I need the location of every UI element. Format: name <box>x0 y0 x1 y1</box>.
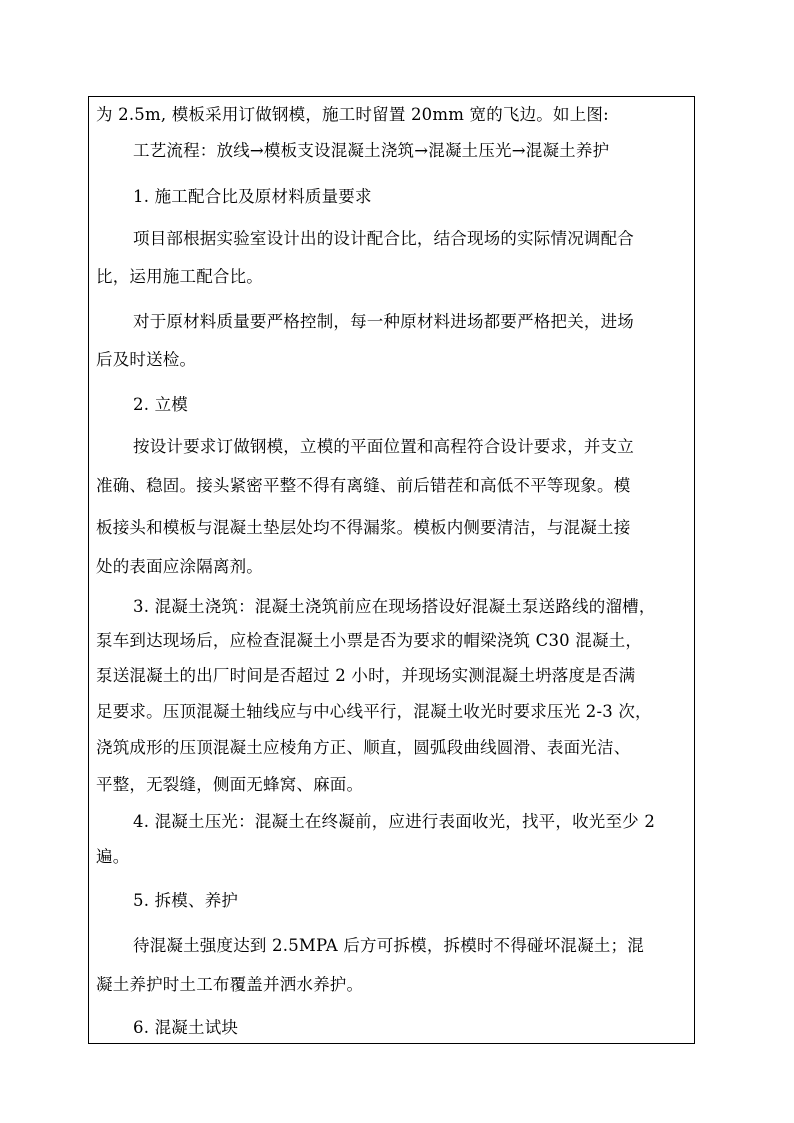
text-line: 项目部根据实验室设计出的设计配合比，结合现场的实际情况调配合 <box>133 229 634 248</box>
text-line: 板接头和模板与混凝土垫层处均不得漏浆。模板内侧要清洁，与混凝土接 <box>96 518 631 537</box>
text-line: 后及时送检。 <box>96 350 197 369</box>
text-line: 按设计要求订做钢模，立模的平面位置和高程符合设计要求，并支立 <box>133 437 634 456</box>
section-heading-4: 4. 混凝土压光：混凝土在终凝前，应进行表面收光，找平，收光至少 2 <box>133 812 656 831</box>
text-line: 对于原材料质量要严格控制，每一种原材料进场都要严格把关，进场 <box>133 312 634 331</box>
text-line: 浇筑成形的压顶混凝土应棱角方正、顺直，圆弧段曲线圆滑、表面光洁、 <box>96 738 631 757</box>
text-line: 处的表面应涂隔离剂。 <box>96 557 263 576</box>
text-line: 遍。 <box>96 847 130 866</box>
section-heading-6: 6. 混凝土试块 <box>133 1018 239 1037</box>
text-line: 为 2.5m, 模板采用订做钢模，施工时留置 20mm 宽的飞边。如上图: <box>96 105 609 124</box>
text-line: 泵车到达现场后，应检查混凝土小票是否为要求的帽梁浇筑 C30 混凝土， <box>96 631 643 650</box>
text-line: 足要求。压顶混凝土轴线应与中心线平行，混凝土收光时要求压光 2-3 次， <box>96 702 652 721</box>
section-heading-5: 5. 拆模、养护 <box>133 891 239 910</box>
text-line: 平整，无裂缝，侧面无蜂窝、麻面。 <box>96 775 364 794</box>
process-flow-line: 工艺流程：放线→模板支设混凝土浇筑→混凝土压光→混凝土养护 <box>133 141 610 160</box>
text-line: 比，运用施工配合比。 <box>96 267 263 286</box>
section-heading-3: 3. 混凝土浇筑：混凝土浇筑前应在现场搭设好混凝土泵送路线的溜槽， <box>133 597 656 616</box>
text-line: 泵送混凝土的出厂时间是否超过 2 小时，并现场实测混凝土坍落度是否满 <box>96 666 636 685</box>
section-heading-1: 1. 施工配合比及原材料质量要求 <box>133 187 372 206</box>
text-line: 准确、稳固。接头紧密平整不得有离缝、前后错茬和高低不平等现象。模 <box>96 476 631 495</box>
text-line: 待混凝土强度达到 2.5MPA 后方可拆模，拆模时不得碰坏混凝土；混 <box>133 936 644 955</box>
text-line: 凝土养护时土工布覆盖并洒水养护。 <box>96 975 364 994</box>
section-heading-2: 2. 立模 <box>133 395 188 414</box>
